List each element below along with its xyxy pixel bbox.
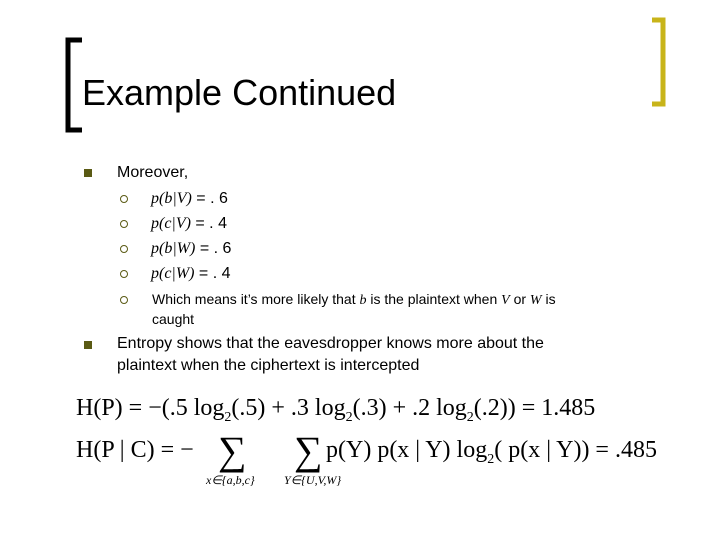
sub-bullet-note [152, 290, 556, 328]
sub-bullet-pbv [151, 189, 228, 209]
note-line-2: caught [152, 311, 195, 327]
entropy-line-1: Entropy shows that the eavesdropper knows more about the [117, 335, 544, 352]
expr-pbv: p(b|V) [151, 190, 192, 207]
value-pcw: = . 4 [194, 265, 231, 282]
right-bracket-decoration [646, 16, 670, 110]
bullet-moreover: Moreover, [117, 164, 189, 181]
sum1-range: x∈{a,b,c} [206, 473, 255, 487]
entropy-line-2: plaintext when the ciphertext is intercepted [117, 357, 420, 374]
sum2-range: Y∈{U,V,W} [284, 473, 342, 487]
expr-pbw: p(b|W) [151, 240, 196, 257]
bullet-square-icon [84, 169, 92, 177]
formula-entropy-plaintext: H(P) = −(.5 $\log_2(.5) + .3$ $\log_2(.3) + .2$ $\log_2(.2)) = 1.485$ [76, 395, 596, 425]
note-line-1: Which means it’s more likely that b is the plaintext when V or W is [152, 291, 556, 308]
f2-body: p(Y) p(x | Y) $\log_2$( p(x | Y)) = .485 [326, 437, 657, 467]
expr-pcw: p(c|W) [151, 265, 195, 282]
slide-title: Example Continued [82, 72, 397, 113]
bullet-square-icon [84, 341, 92, 349]
sub-bullet-circle-icon [120, 195, 128, 203]
value-pcv: = . 4 [190, 215, 227, 232]
sub-bullet-pcw [151, 264, 231, 284]
value-pbv: = . 6 [191, 190, 228, 207]
expr-pcv: p(c|V) [151, 215, 191, 232]
sub-bullet-circle-icon [120, 245, 128, 253]
sub-bullet-circle-icon [120, 270, 128, 278]
sub-bullet-circle-icon [120, 296, 128, 304]
value-pbw: = . 6 [195, 240, 232, 257]
bullet-entropy [117, 334, 544, 376]
f2-lhs: H(P | C) = − [76, 437, 194, 463]
sub-bullet-pbw [151, 239, 231, 259]
formula-conditional-entropy [76, 428, 676, 495]
sum-sigma-icon: ∑ [218, 428, 247, 473]
sub-bullet-pcv [151, 214, 227, 234]
sub-bullet-circle-icon [120, 220, 128, 228]
sum-sigma-icon: ∑ [294, 428, 323, 473]
